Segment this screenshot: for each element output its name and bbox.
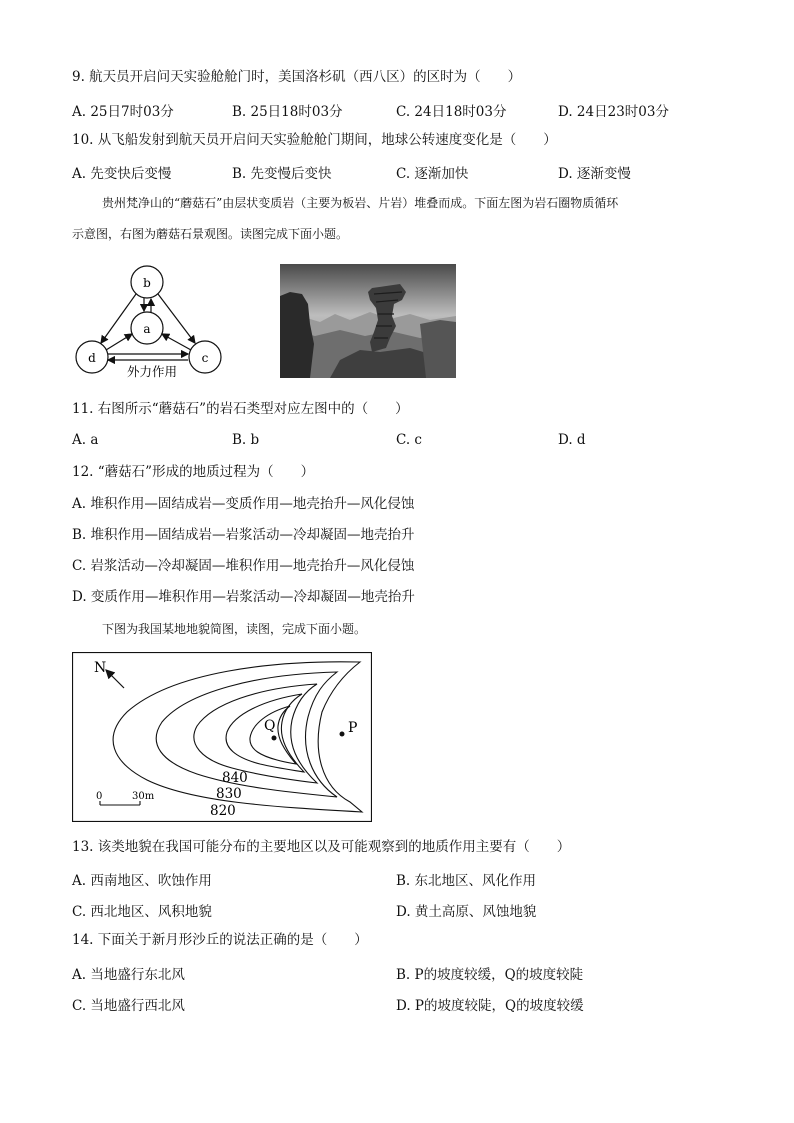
intro1-line1: 贵州梵净山的“蘑菇石”由层状变质岩（主要为板岩、片岩）堆叠而成。下面左图为岩石圈物质循环 [102,196,619,210]
external-force-label: 外力作用 [126,364,178,379]
q9-option-b: B. 25日18时03分 [232,104,343,120]
q12-option-a: A. 堆积作用—固结成岩—变质作用—地壳抬升—风化侵蚀 [72,496,415,512]
q13-option-b: B. 东北地区、风化作用 [396,873,537,889]
q11-option-a: A. a [72,432,99,448]
q9-option-d: D. 24日23时03分 [558,104,669,120]
q9-option-a: A. 25日7时03分 [72,104,174,120]
node-b-label: b [143,276,151,290]
q11-option-b: B. b [232,432,260,448]
point-p-dot [340,732,345,737]
q13-option-d: D. 黄土高原、风蚀地貌 [396,904,537,920]
q9-option-c: C. 24日18时03分 [396,104,507,120]
q12-option-d: D. 变质作用—堆积作用—岩浆活动—冷却凝固—地壳抬升 [72,589,415,605]
dune-contour-map [72,652,372,822]
scale-label-zero: 0 [96,791,103,802]
q10-option-d: D. 逐渐变慢 [558,166,631,182]
rock-cycle-diagram [72,262,232,382]
q13-options-2 [72,900,712,918]
q10-option-a: A. 先变快后变慢 [72,166,172,182]
node-a-label: a [143,322,151,336]
q11-options [72,432,712,450]
point-q-dot [272,736,277,741]
contour-label-830: 830 [216,786,242,802]
q14-option-d: D. P的坡度较陡，Q的坡度较缓 [396,998,584,1014]
scale-label-distance: 30m [132,791,155,802]
q14-option-c: C. 当地盛行西北风 [72,998,185,1014]
q13-option-c: C. 西北地区、风积地貌 [72,904,212,920]
q11-stem: 11. 右图所示“蘑菇石”的岩石类型对应左图中的（ ） [72,401,409,417]
q12-option-c: C. 岩浆活动—冷却凝固—堆积作用—地壳抬升—风化侵蚀 [72,558,415,574]
arrow-b-to-c [158,294,195,343]
q11-option-c: C. c [396,432,422,448]
node-d-label: d [88,351,96,365]
point-p-label: P [348,720,358,736]
mushroom-rock-photo [280,264,456,378]
q13-stem: 13. 该类地貌在我国可能分布的主要地区以及可能观察到的地质作用主要有（ ） [72,839,571,855]
arrow-b-to-d [101,294,136,343]
arrow-c-to-a [162,334,191,350]
intro1-line2: 示意图，右图为蘑菇石景观图。读图完成下面小题。 [72,227,349,241]
arrow-d-to-a [106,334,132,350]
q9-options [72,100,712,118]
q10-option-c: C. 逐渐加快 [396,166,469,182]
q9-stem: 9. 航天员开启问天实验舱舱门时，美国洛杉矶（西八区）的区时为（ ） [72,69,522,85]
q14-options-2 [72,994,712,1012]
q11-option-d: D. d [558,432,586,448]
q14-option-b: B. P的坡度较缓，Q的坡度较陡 [396,967,584,983]
q12-stem: 12. “蘑菇石”形成的地质过程为（ ） [72,464,315,480]
contour-label-840: 840 [222,770,248,786]
north-label: N [94,660,107,676]
q14-options [72,963,712,981]
q12-option-b: B. 堆积作用—固结成岩—岩浆活动—冷却凝固—地壳抬升 [72,527,415,543]
point-q-label: Q [264,718,276,734]
q10-options [72,162,712,180]
q10-stem: 10. 从飞船发射到航天员开启问天实验舱舱门期间，地球公转速度变化是（ ） [72,132,557,148]
q13-options [72,869,712,887]
intro2-line: 下图为我国某地地貌简图，读图，完成下面小题。 [102,622,367,636]
q10-option-b: B. 先变慢后变快 [232,166,332,182]
q14-stem: 14. 下面关于新月形沙丘的说法正确的是（ ） [72,932,368,948]
contour-label-820: 820 [210,803,236,819]
q14-option-a: A. 当地盛行东北风 [72,967,185,983]
node-c-label: c [201,351,209,365]
q13-option-a: A. 西南地区、吹蚀作用 [72,873,212,889]
